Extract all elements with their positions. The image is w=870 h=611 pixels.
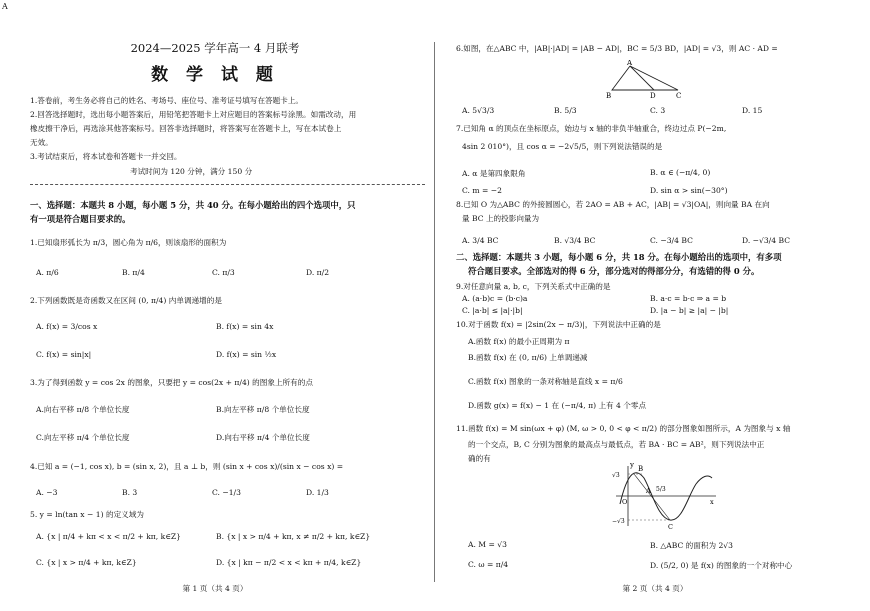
section-2-heading-cont: 符合题目要求。全部选对的得 6 分，部分选对的得部分分，有选错的得 0 分。 [468, 266, 760, 276]
question-4: 4.已知 a = (−1, cos x), b = (sin x, 2)，且 a ⊥ b，则 (sin x + cos x)/(sin x − cos x) = [30, 462, 344, 471]
graph-label-o: O [622, 498, 628, 506]
question-11-cont-2: 确的有 [468, 454, 491, 463]
figure-label-d: D [650, 92, 656, 100]
q7-option-a: A. α 是第四象限角 [462, 169, 526, 178]
q8-option-d: D. −√3/4 BC [742, 236, 791, 245]
notice-line: 1.答卷前，考生务必将自己的姓名、考场号、座位号、准考证号填写在答题卡上。 [30, 96, 304, 105]
q4-option-c: C. −1/3 [212, 488, 241, 497]
exam-title-year: 2024—2025 学年高一 4 月联考 [130, 41, 300, 55]
figure-label-b: B [606, 92, 612, 100]
q6-option-c: C. 3 [650, 106, 666, 115]
question-9: 9.对任意向量 a, b, c，下列关系式中正确的是 [456, 282, 611, 291]
q8-option-b: B. √3/4 BC [554, 236, 596, 245]
notice-line: 2.回答选择题时，选出每小题答案后，用铅笔把答题卡上对应题目的答案标号涂黑。如需改动，用 [30, 110, 357, 119]
q11-option-b: B. △ABC 的面积为 2√3 [650, 541, 733, 550]
q1-option-a: A. π/6 [36, 268, 59, 277]
q2-option-a: A. f(x) = 3/cos x [36, 322, 98, 331]
graph-label-x: x [710, 498, 714, 506]
graph-label-a: A [646, 487, 651, 495]
q6-option-b: B. 5/3 [554, 106, 577, 115]
q1-option-c: C. π/3 [212, 268, 235, 277]
figure-label-a: A [627, 60, 633, 67]
graph-label-neg-sqrt3: −√3 [612, 518, 625, 525]
notice-line: 3.考试结束后，将本试卷和答题卡一并交回。 [30, 152, 182, 161]
question-2: 2.下列函数既是奇函数又在区间 (0, π/4) 内单调递增的是 [30, 296, 222, 305]
q6-option-a: A. 5√3/3 [462, 106, 495, 115]
question-11-cont: 的一个交点，B, C 分别为图象的最高点与最低点，若 BA · BC = AB²，则下列说法中正 [468, 440, 765, 449]
question-11: 11.函数 f(x) = M sin(ωx + φ) (M, ω > 0, 0 < φ < π/2) 的部分图象如图所示，A 为图象与 x 轴 [456, 424, 791, 433]
graph-label-sqrt3: √3 [612, 472, 620, 479]
exam-title-subject: 数 学 试 题 [151, 65, 279, 85]
q3-option-d: D.向右平移 π/4 个单位长度 [216, 433, 310, 442]
q4-option-a: A. −3 [36, 488, 58, 497]
q3-option-b: B.向左平移 π/8 个单位长度 [216, 405, 310, 414]
q2-option-b: B. f(x) = sin 4x [216, 322, 274, 331]
q9-option-b: B. a·c = b·c ⇒ a = b [650, 294, 727, 303]
q4-option-d: D. 1/3 [306, 488, 329, 497]
time-note: 考试时间为 120 分钟，满分 150 分 [130, 167, 253, 176]
question-5: 5. y = ln(tan x − 1) 的定义域为 [30, 510, 144, 519]
question-8-cont: 量 BC 上的投影向量为 [462, 214, 540, 223]
q10-option-d: D.函数 g(x) = f(x) − 1 在 (−π/4, π) 上有 4 个零点 [468, 401, 647, 410]
corner-mark: A [2, 2, 8, 11]
q4-option-b: B. 3 [122, 488, 138, 497]
question-6: 6.如图，在△ABC 中，|AB|·|AD| = |AB − AD|，BC = 5/3 BD，|AD| = √3，则 AC · AD = [456, 44, 778, 53]
triangle-figure [600, 60, 700, 100]
graph-label-b: B [638, 465, 644, 473]
q8-option-c: C. −3/4 BC [650, 236, 693, 245]
q11-option-c: C. ω = π/4 [468, 560, 509, 569]
page-2 [440, 0, 870, 611]
q7-option-d: D. sin α > sin(−30°) [650, 186, 728, 195]
q2-option-c: C. f(x) = sin|x| [36, 350, 92, 359]
q11-option-d: D. (5/2, 0) 是 f(x) 的图象的一个对称中心 [650, 561, 793, 570]
q7-option-b: B. α ∈ (−π/4, 0) [650, 168, 711, 177]
section-1-heading: 一、选择题：本题共 8 小题，每小题 5 分，共 40 分。在每小题给出的四个选项中，只 [30, 200, 356, 210]
question-3: 3.为了得到函数 y = cos 2x 的图象，只要把 y = cos(2x + π/4) 的图象上所有的点 [30, 378, 313, 387]
question-10: 10.对于函数 f(x) = |2sin(2x − π/3)|，下列说法中正确的是 [456, 320, 661, 329]
q10-option-a: A.函数 f(x) 的最小正周期为 π [468, 337, 570, 346]
q6-option-d: D. 15 [742, 106, 763, 115]
q5-option-a: A. {x | π/4 + kπ < x < π/2 + kπ, k∈Z} [36, 532, 181, 541]
q9-option-a: A. (a·b)c = (b·c)a [462, 294, 528, 303]
q11-option-a: A. M = √3 [468, 540, 507, 549]
question-7: 7.已知角 α 的顶点在坐标原点，始边与 x 轴的非负半轴重合，终边过点 P(−2m, [456, 124, 727, 133]
page-1 [0, 0, 430, 611]
page-footer: 第 1 页（共 4 页） [182, 584, 248, 593]
graph-label-c: C [668, 523, 673, 530]
q9-option-d: D. |a − b| ≥ |a| − |b| [650, 306, 729, 315]
q3-option-c: C.向左平移 π/4 个单位长度 [36, 433, 130, 442]
q9-option-c: C. |a·b| ≤ |a|·|b| [462, 306, 523, 315]
q8-option-a: A. 3/4 BC [462, 236, 499, 245]
graph-label-five-thirds: 5/3 [656, 486, 666, 493]
section-1-heading-cont: 有一项是符合题目要求的。 [30, 214, 131, 224]
question-7-cont: 4sin 2 010°)，且 cos α = −2√5/5，则下列说法错误的是 [462, 142, 663, 151]
q10-option-b: B.函数 f(x) 在 (0, π/6) 上单调递减 [468, 353, 588, 362]
q2-option-d: D. f(x) = sin ½x [216, 350, 277, 359]
q10-option-c: C.函数 f(x) 图象的一条对称轴是直线 x = π/6 [468, 377, 623, 386]
graph-label-y: y [630, 461, 634, 469]
figure-label-c: C [676, 92, 682, 100]
q5-option-d: D. {x | kπ − π/2 < x < kπ + π/4, k∈Z} [216, 558, 362, 567]
q7-option-c: C. m = −2 [462, 186, 502, 195]
question-1: 1.已知扇形弧长为 π/3，圆心角为 π/6，则该扇形的面积为 [30, 238, 227, 247]
notice-line: 橡皮擦干净后，再选涂其他答案标号。回答非选择题时，将答案写在答题卡上，写在本试卷上 [30, 124, 342, 133]
page-divider [434, 42, 435, 582]
q1-option-d: D. π/2 [306, 268, 330, 277]
notice-line: 无效。 [30, 138, 53, 147]
sine-graph-figure [612, 460, 722, 530]
q3-option-a: A.向右平移 π/8 个单位长度 [36, 405, 130, 414]
section-2-heading: 二、选择题：本题共 3 小题，每小题 6 分，共 18 分。在每小题给出的选项中，有多项 [456, 252, 782, 262]
dashed-separator [30, 184, 425, 185]
page-footer: 第 2 页（共 4 页） [622, 584, 688, 593]
q5-option-b: B. {x | x > π/4 + kπ, x ≠ π/2 + kπ, k∈Z} [216, 532, 371, 541]
q1-option-b: B. π/4 [122, 268, 145, 277]
q5-option-c: C. {x | x > π/4 + kπ, k∈Z} [36, 558, 137, 567]
question-8: 8.已知 O 为△ABC 的外接圆圆心，若 2AO = AB + AC，|AB| = √3|OA|，则向量 BA 在向 [456, 200, 770, 209]
